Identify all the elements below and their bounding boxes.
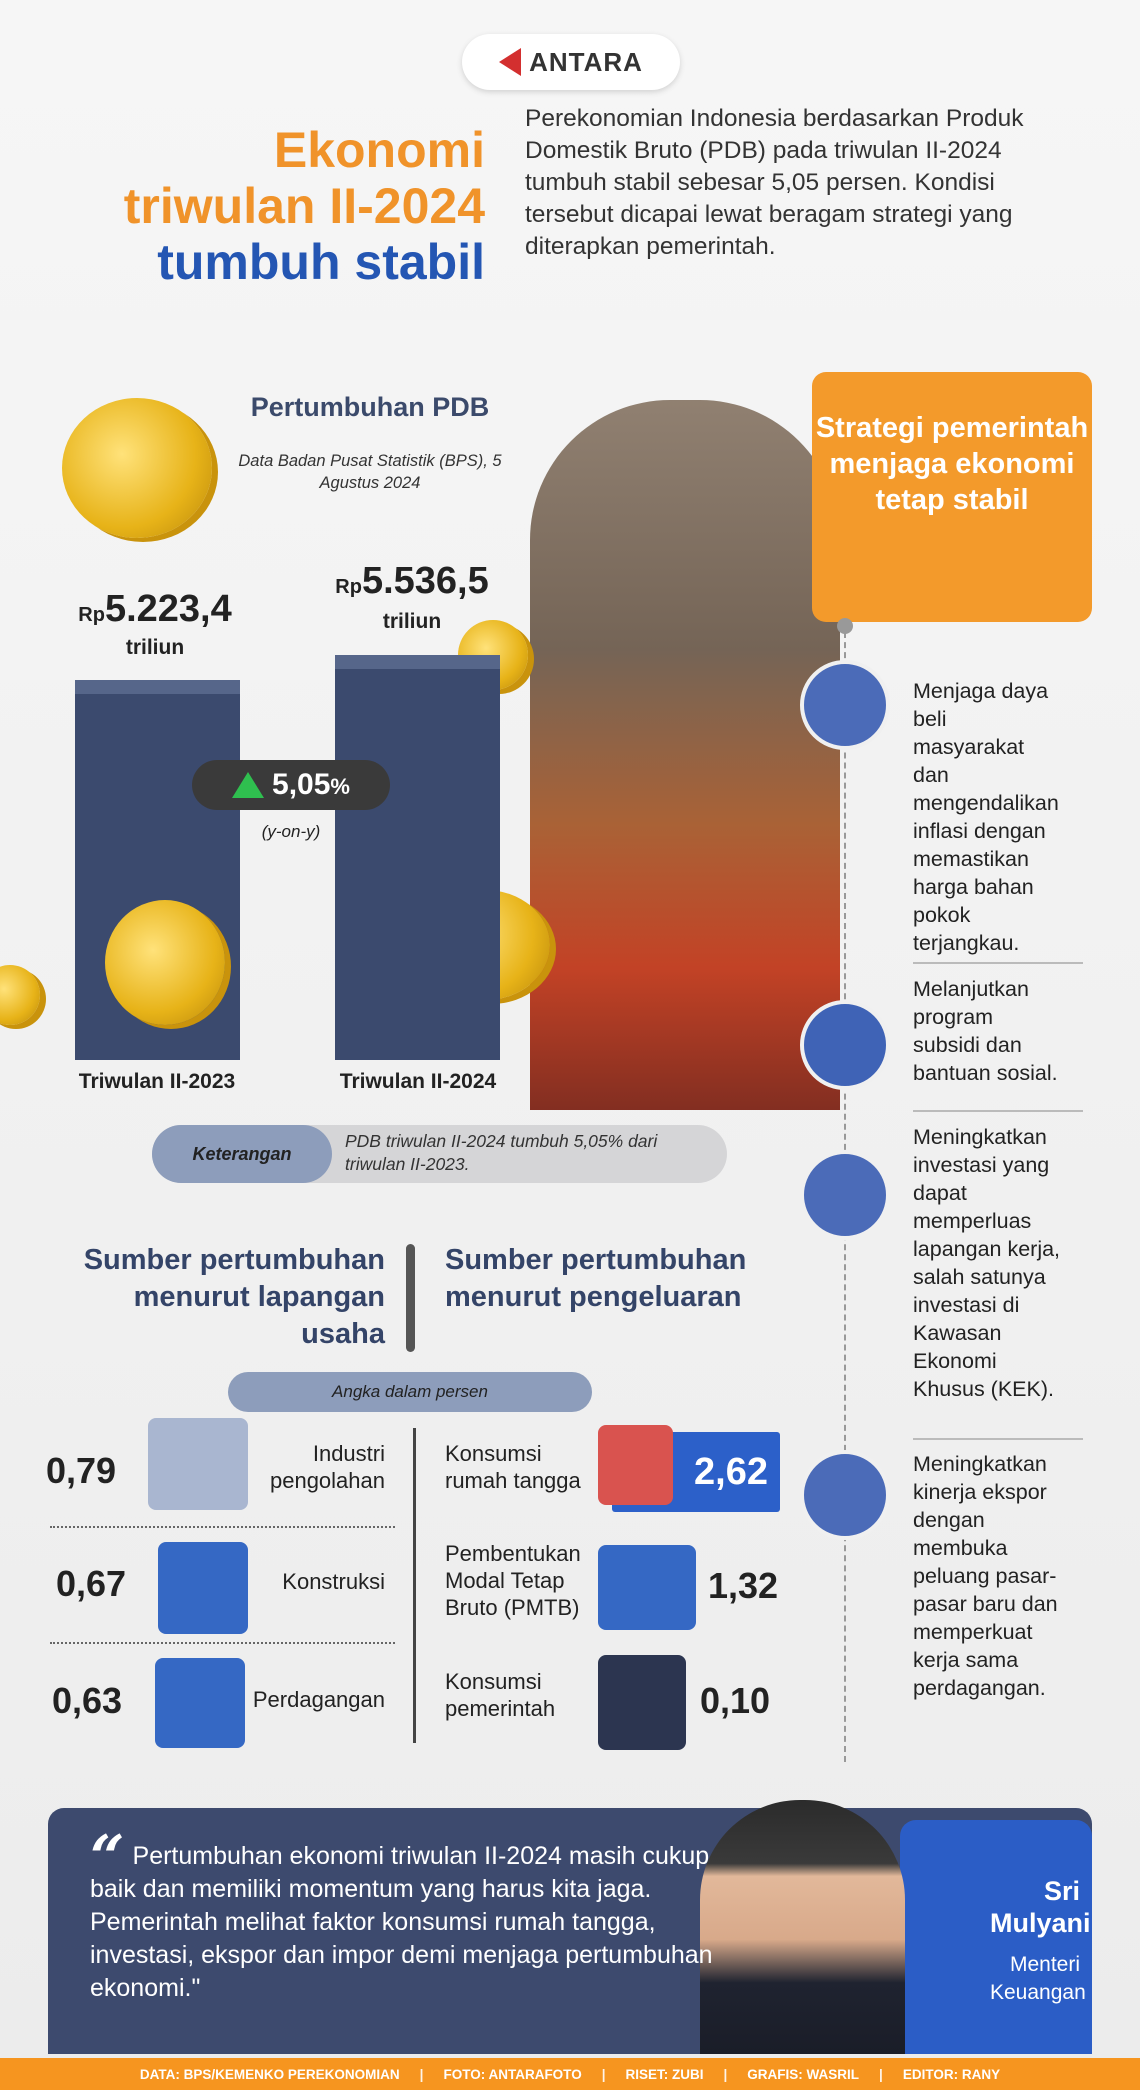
- wallet-icon: [800, 1150, 890, 1240]
- author-role: Menteri Keuangan: [990, 1953, 1086, 2004]
- value-2023: [55, 588, 255, 631]
- value-label: 5.536,5: [361, 560, 489, 602]
- bar-label: Triwulan II-2024: [339, 1070, 497, 1093]
- left-heading: Sumber pertumbuhan menurut lapangan usaha: [83, 1244, 385, 1350]
- value-2024: [312, 560, 512, 603]
- intro-text: Perekonomian Indonesia berdasarkan Produk Domestik Bruto (PDB) pada triwulan II-2024 tumbuh stabil sebesar 5,05 persen. Kondisi tersebut dicapai lewat beragam strategi yang diterapkan pemerintah.: [525, 105, 1024, 260]
- coin-icon: [105, 900, 225, 1025]
- credit-research: RISET: ZUBI: [625, 2066, 704, 2082]
- bar-label: Triwulan II-2023: [78, 1070, 236, 1093]
- pdb-heading: Pertumbuhan PDB: [250, 392, 490, 422]
- up-arrow-icon: [232, 772, 264, 798]
- credit-graphics: GRAFIS: WASRIL: [747, 2066, 860, 2082]
- value-label: 5.223,4: [104, 588, 232, 630]
- unit-label: triliun: [382, 610, 442, 633]
- quote-author: [930, 1875, 1091, 2007]
- coin-icon: [0, 965, 40, 1025]
- column-divider: [413, 1428, 416, 1743]
- credit-editor: EDITOR: RANY: [902, 2066, 1001, 2082]
- brand-name: ANTARA: [529, 46, 643, 77]
- divider: [913, 1110, 1083, 1112]
- crane-icon: [158, 1542, 248, 1634]
- antara-logo-icon: [499, 48, 521, 76]
- industry-label: Industri pengolahan: [269, 1441, 385, 1493]
- strategy-item-4: Meningkatkan kinerja ekspor dengan membuka peluang pasar-pasar baru dan memperkuat kerja sama perdagangan.: [913, 1452, 1058, 1700]
- antara-logo: [462, 34, 680, 90]
- strategy-item-2: Melanjutkan program subsidi dan bantuan sosial.: [913, 977, 1058, 1085]
- quote-text: [90, 1823, 730, 2005]
- household-value: 2,62: [694, 1450, 768, 1493]
- coin-icon: [62, 398, 212, 538]
- strategy-heading: Strategi pemerintah menjaga ekonomi tetap stabil: [812, 372, 1092, 622]
- quote-mark-icon: “: [90, 1823, 125, 1893]
- photo-chili-vendor: [530, 400, 840, 1110]
- government-label: Konsumsi pemerintah: [445, 1669, 556, 1721]
- export-box-icon: [800, 1450, 890, 1540]
- bar-2024: [335, 655, 500, 1060]
- investment-icon: [598, 1545, 696, 1630]
- title-line-3: tumbuh stabil: [157, 234, 485, 290]
- note-label: Keterangan: [152, 1125, 332, 1183]
- title-line-2: triwulan II-2024: [123, 178, 485, 234]
- factory-icon: [148, 1418, 248, 1510]
- divider: [913, 962, 1083, 964]
- store-icon: [155, 1658, 245, 1748]
- yoy-note: (y-on-y): [261, 822, 321, 841]
- officials-icon: [598, 1655, 686, 1750]
- currency: Rp: [335, 576, 362, 598]
- growth-suffix: %: [330, 774, 350, 799]
- trade-label: Perdagangan: [252, 1687, 385, 1712]
- government-value: 0,10: [700, 1680, 771, 1721]
- heading-divider: [406, 1244, 415, 1352]
- growth-value: 5,05: [272, 768, 331, 801]
- basket-icon: [800, 660, 890, 750]
- timeline-dot: [837, 618, 853, 634]
- divider: [50, 1526, 395, 1528]
- credits-footer: DATA: BPS/KEMENKO PEREKONOMIAN | FOTO: ANTARAFOTO | RISET: ZUBI | GRAFIS: WASRIL | EDITOR: RANY: [0, 2058, 1140, 2090]
- divider: [50, 1642, 395, 1644]
- construction-label: Konstruksi: [282, 1569, 385, 1594]
- house-coins-icon: [598, 1425, 673, 1505]
- growth-badge: [192, 760, 390, 810]
- note-text: PDB triwulan II-2024 tumbuh 5,05% dari triwulan II-2023.: [345, 1131, 658, 1174]
- strategy-item-3: Meningkatkan investasi yang dapat memperluas lapangan kerja, salah satunya investasi di Kawasan Ekonomi Khusus (KEK).: [913, 1125, 1061, 1401]
- sri-mulyani-portrait: [700, 1800, 905, 2054]
- author-name: Sri Mulyani: [990, 1876, 1091, 1938]
- industry-value: 0,79: [46, 1450, 117, 1491]
- pdb-source: Data Badan Pusat Statistik (BPS), 5 Agustus 2024: [238, 452, 502, 492]
- trade-value: 0,63: [52, 1680, 123, 1721]
- unit-label: triliun: [125, 636, 185, 659]
- quote-body: Pertumbuhan ekonomi triwulan II-2024 masih cukup baik dan memiliki momentum yang harus kita jaga. Pemerintah melihat faktor konsumsi rumah tangga, investasi, ekspor dan impor demi menjaga pertumbuhan ekonomi.": [90, 1842, 713, 2002]
- page-title: [124, 122, 485, 290]
- puzzle-icon: [800, 1000, 890, 1090]
- credit-data: DATA: BPS/KEMENKO PEREKONOMIAN: [139, 2066, 400, 2082]
- credit-photo: FOTO: ANTARAFOTO: [443, 2066, 582, 2082]
- strategy-item-1: Menjaga daya beli masyarakat dan mengendalikan inflasi dengan memastikan harga bahan pokok terjangkau.: [913, 679, 1059, 955]
- unit-note: Angka dalam persen: [228, 1372, 592, 1412]
- title-line-1: Ekonomi: [273, 122, 485, 178]
- household-label: Konsumsi rumah tangga: [445, 1441, 581, 1493]
- pmtb-value: 1,32: [708, 1565, 779, 1606]
- right-heading: Sumber pertumbuhan menurut pengeluaran: [445, 1244, 747, 1313]
- pmtb-label: Pembentukan Modal Tetap Bruto (PMTB): [445, 1541, 581, 1620]
- construction-value: 0,67: [56, 1563, 127, 1604]
- currency: Rp: [78, 604, 105, 626]
- divider: [913, 1438, 1083, 1440]
